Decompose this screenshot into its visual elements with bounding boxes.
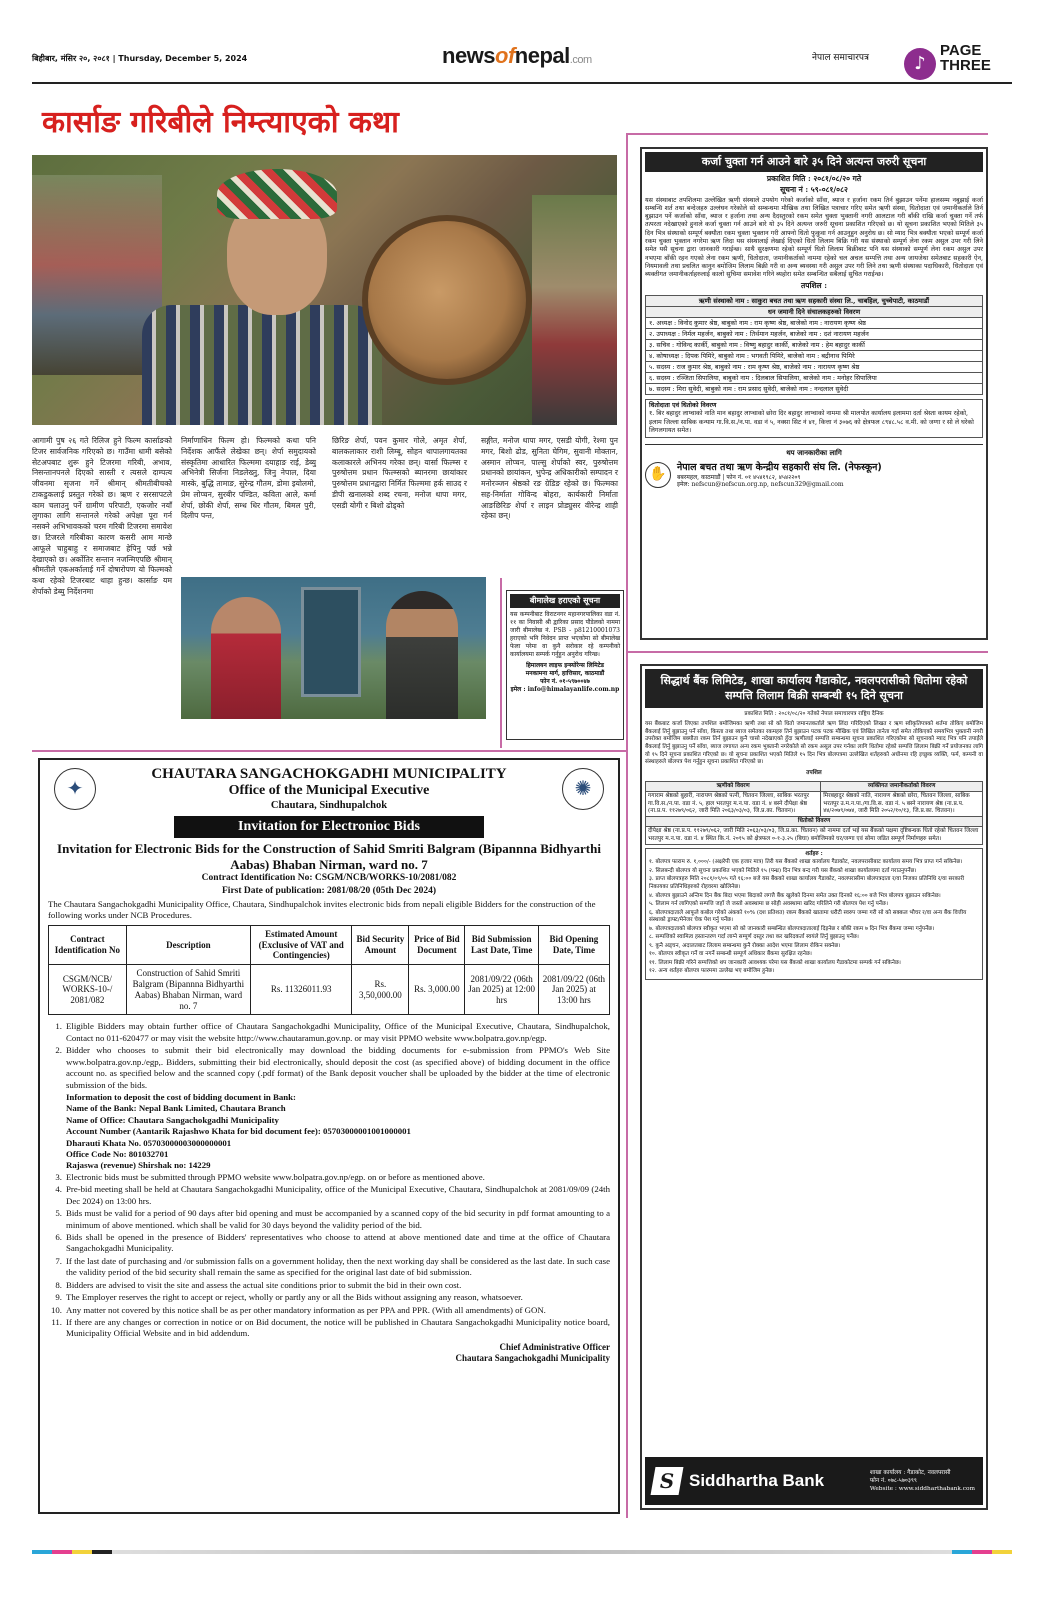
officer-row: १. अध्यक्ष : विनोद कुमार श्रेष्ठ, बाबुको नाम : राम कृष्ण श्रेष्ठ, बाजेको नाम : नारायण कृष्ण श्रेष्ठ <box>646 318 983 329</box>
borrower-head: ऋणीको विवरण <box>646 782 821 792</box>
bank-contact <box>870 1469 975 1493</box>
table-cell: Rs. 3,50,000.00 <box>352 965 409 1015</box>
table-cell: 2081/09/22 (06th Jan 2025) at 12:00 hrs <box>465 965 538 1015</box>
loan-notice-tapsil: तपशिल : <box>800 281 828 291</box>
signatory-title: Chief Administrative Officer <box>499 1341 610 1352</box>
article-col-1-text: आगामी पुष २६ गते रिलिज हुने फिल्म कार्साङको टिजर सार्वजनिक गरिएको छ। गाउँमा धामी बसेको सेटअपबाट शुरू हुने टिजरमा गरिबी, अभाव, निसन्तानपनले दिएको सास्ती र त्यसले दाम्पत्य जीवनमा सृजना गर्ने श्रीमान् श्रीमतीबीचको टाकडुकलाई प्रस्तुत गरेको छ। ऋण र सरसापटले काम चलाउनु पर्ने ग्रामीण परिपाटी, एकजोर नयाँ लुगाका लागि सन्तानले गरेको अपेक्षा पूरा गर्न नसक्ने अभिभावकको चरम गरिबी टिजरमा समावेश छ। टिजरले गरिबीका कारण कसरी आम मान्छे आफूले चाहुबाहु र समाजबाट हेपिनु पर्छ भन्ने देखाएको छ। अर्कोतिर सन्तान नजन्मिएपछि श्रीमान् श्रीमतीले एकअर्कालाई गर्ने दोषारोपण यो फिल्मको कथा रहेको टिजरबाट थाहा हुन्छ। कार्साङ यम शेर्पाको डेब्यु निर्देशनमा <box>32 436 172 596</box>
table-row <box>49 965 610 1015</box>
table-header-cell: Bid Submission Last Date, Time <box>465 925 538 964</box>
bid-contract-id: Contract Identification No: CSGM/NCB/WORKS-10/2081/082 <box>201 873 457 884</box>
photo-door <box>301 587 361 697</box>
page-label-2: THREE <box>940 57 991 74</box>
conditions-head: शर्तहरु : <box>805 850 823 857</box>
bank-info-line: Rajaswa (revenue) Shirshak no: 14229 <box>66 1160 211 1171</box>
condition-item: २. सिलबन्दी बोलपत्र यो सूचना प्रकाशित भएको मितिले १५ (पन्ध्र) दिन भित्र बन्द गरी यस बैंकको शाखा कार्यालयमा दर्ता गराउनुपर्नेछ। <box>649 867 917 874</box>
list-item <box>48 1280 610 1291</box>
contact-head: थप जानकारीका लागि <box>786 448 842 457</box>
lost-notice-divider <box>500 578 502 748</box>
bank-info-line: Information to deposit the cost of bidding document in Bank: <box>66 1091 296 1102</box>
bid-signature <box>48 1342 610 1365</box>
bid-conditions-list <box>48 1021 610 1339</box>
bank-info-line: Dharauti Khata No. 05703000003000000001 <box>66 1137 232 1148</box>
loan-notice-footer <box>645 444 983 489</box>
photo-performer-body <box>142 305 382 425</box>
collateral-head: धितोदाता एवं धितोको विवरण <box>649 402 717 410</box>
music-note-icon: ♪ <box>904 48 936 80</box>
org-name: नेपाल बचत तथा ऋण केन्द्रीय सहकारी संघ लि. (नेफस्कून) <box>677 461 882 473</box>
loan-officers-table <box>645 295 983 395</box>
lost-notice-title: बीमालेख हराएको सूचना <box>510 594 620 608</box>
bank-info-line: Name of Office: Chautara Sangachokgadhi Municipality <box>66 1114 279 1125</box>
table-header-cell: Bid Security Amount <box>352 925 409 964</box>
list-item <box>48 1045 610 1091</box>
article-col-3 <box>332 436 467 572</box>
item-text: Electronic bids must be submitted through PPMO website www.bolpatra.gov.np/egp. on or before as mentioned above. <box>66 1171 485 1182</box>
issue-date: बिहीबार, मंसिर २०, २०८१ | Thursday, December 5, 2024 <box>32 54 248 63</box>
condition-item: ७. बोलपत्रदाताको बोलपत्र स्वीकृत भएमा सो को जानकारी सम्बन्धित बोलपत्रदातालाई दिइनेछ र बाँकी रकम ७ दिन भित्र बैंकमा जम्मा गर्नुपर्नेछ। <box>649 925 935 932</box>
list-item <box>48 1305 610 1316</box>
table-cell: Rs. 3,000.00 <box>409 965 465 1015</box>
guarantor-detail: मिरबहादुर श्रेष्ठको नाति, नारायण श्रेष्ठको छोरा, चितवन जिल्ला, साबिक भरतपुर उ.म.न.पा./गा.वि.स. वडा नं. ५ बस्ने नारायण श्रेष्ठ (ना.प्र.प. ४४/२०७९/०७४, जारी मिति २०५२/१०/१३, जि.प्र.का. चितवन)। <box>821 792 983 817</box>
article-col-2 <box>181 436 316 572</box>
item-text: Bidders are advised to visit the site and assess the actual site conditions prior to submit the bid in their own cost. <box>66 1279 462 1290</box>
table-cell: Rs. 11326011.93 <box>251 965 352 1015</box>
table-cell: 2081/09/22 (06th Jan 2025) at 13:00 hrs <box>538 965 609 1015</box>
item-text: Bidder who chooses to submit their bid electronically may download the bidding documents for e-submission from PPMO's Web Site www.bolpatra.gov.np./egp,. Bidders, submitting their bid electronically, should deposit the cost (as specified above) of bidding document in the office account no. as specified below and the scanned copy (.pdf format) of the Bank deposit voucher shall be uploaded by the bidder at the time of electronic submission of the bids. <box>66 1045 610 1090</box>
logo-news: news <box>442 43 496 68</box>
logo-com: .com <box>569 54 592 66</box>
article-headline[interactable]: कार्साङ गरिबीले निम्त्याएको कथा <box>42 105 399 140</box>
column-divider <box>626 133 628 1518</box>
lost-notice-phone: फोन नं. ०१-५९७००४७ <box>540 677 590 685</box>
item-text: Any matter not covered by this notice shall be as per other mandatory information as per PPA and PPR. (With all amendments) of GON. <box>66 1304 546 1315</box>
article-col-1 <box>32 436 172 736</box>
bank-info-line: Account Number (Aantarik Rajashwo Khata for bid document fee): 05703000001001000001 <box>66 1126 411 1137</box>
org-email[interactable]: इमेल: nefscun@nefscun.org.np, nefscun329@gmail.com <box>677 481 844 489</box>
bank-name: Siddhartha Bank <box>689 1471 825 1491</box>
condition-item: १२. अन्य शर्तहरु बोलपत्र फारममा उल्लेख भए बमोजिम हुनेछ। <box>649 968 775 975</box>
lost-notice-body: यस कम्पनीबाट विराटनगर महानगरपालिका वडा नं. ११ का निवासी श्री द्वारिका प्रसाद पौडेलको नाममा जारी बीमालेख नं. PSB - p81210001073 हराएको भनि निवेदन प्राप्त भएकोमा सो बीमालेख फेला परेमा वा कुनै सरोकार रहे कम्पनीको कार्यालयमा सम्पर्क गर्नुहुन अनुरोध गरिन्छ। <box>510 611 620 659</box>
table-cell: CSGM/NCB/ WORKS-10-/ 2081/082 <box>49 965 127 1015</box>
officer-row: ६. सदस्य : रञ्जिता सिपालिया, बाबुको नाम : दिलबाल सिपालिया, बाजेको नाम : मनोहर सिपालिया <box>646 373 983 384</box>
bank-deposit-info <box>48 1092 610 1172</box>
item-text: Eligible Bidders may obtain further office of Chautara Sangachokgadhi Municipality, Office of the Municipal Executive, Chautara, Sindhupalchok, Contact no 011-620477 or may visit the website http://www.chautaramun.gov.np. or may visit PPMO website www.bolpatra.gov.np/egp. <box>66 1021 610 1043</box>
photo-woman <box>211 597 281 719</box>
nepal-emblem-icon: ✦ <box>54 768 96 810</box>
article-col-4 <box>481 436 618 576</box>
item-number: 1. <box>55 1021 62 1032</box>
table-header-cell: Contract Identification No <box>49 925 127 964</box>
table-header-cell: Estimated Amount (Exclusive of VAT and Contingencies) <box>251 925 352 964</box>
loan-notice <box>640 147 988 640</box>
guarantor-head: व्यक्तिगत जमानीकर्ताको विवरण <box>821 782 983 792</box>
notice-mid-rule <box>626 651 988 653</box>
table-header-cell: Price of Bid Document <box>409 925 465 964</box>
bank-phone: फोन नं. ०७८-५७०३९९ <box>869 1477 917 1484</box>
photo-crowd-right <box>532 195 617 425</box>
list-item <box>48 1184 610 1207</box>
condition-item: १. बोलपत्र फाराम रु. १,०००/- (अक्षरेपी एक हजार मात्र) तिरी यस बैंकको शाखा कार्यालय गैडाकोट, नवलपरासीबाट कार्यालय समय भित्र प्राप्त गर्न सकिनेछ। <box>649 859 963 866</box>
article-second-photo <box>181 577 486 719</box>
item-text: The Employer reserves the right to accept or reject, wholly or partly any or all the Bids without assigning any reason, whatsoever. <box>66 1292 523 1303</box>
loan-notice-title: कर्जा चुक्ता गर्न आउने बारे ३५ दिने अत्यन्त जरुरी सूचना <box>645 152 983 172</box>
municipality-emblem-icon: ✺ <box>562 768 604 810</box>
item-number: 5. <box>55 1208 62 1219</box>
item-number: 7. <box>55 1255 62 1266</box>
bid-top-rule <box>32 750 626 752</box>
auction-conditions <box>645 848 983 980</box>
item-number: 11. <box>51 1316 62 1327</box>
bid-intro: The Chautara Sangachokgadhi Municipality Office, Chautara, Sindhupalchok invites electronic bids from nepali eligible Bidders for the construction of the following works under NCB Procedures. <box>48 898 596 920</box>
photo-man <box>386 591 458 719</box>
org-address: बबरमहल, काठमाडौं | फोन नं. ०१ ४५४१९८२, ४५४२२०९ <box>677 473 801 481</box>
condition-item: ११. लिलाम बिक्री गरिने सम्पत्तिको थप जानकारी आवश्यक परेमा यस बैंकको शाखा कार्यालय गैडाकोटमा सम्पर्क गर्न सकिनेछ। <box>649 959 901 966</box>
lost-policy-notice <box>506 590 624 740</box>
header-rule <box>32 82 1012 84</box>
list-item <box>48 1256 610 1279</box>
item-number: 8. <box>55 1279 62 1290</box>
condition-item: ६. बोलपत्रदाताले आफूले कबोल गरेको अंकको १०% (दश प्रतिशत) रकम बैंकको खातामा धरौटी स्वरुप जम्मा गरी सो को सक्कल भौचर र/वा अन्य बैंक वित्तीय संस्थाको ड्राफ्ट/मेनेजर चेक पेश गर्नु पर्नेछ। <box>649 909 967 924</box>
site-logo[interactable] <box>442 42 592 70</box>
siddhartha-bank-footer <box>645 1457 983 1505</box>
logo-nepal: nepal <box>514 43 570 68</box>
borrower-guarantor-table <box>645 781 983 845</box>
condition-item: ४. बोलपत्र बुझाउने अन्तिम दिन बैंक बिदा भएमा बिदाको लगत्तै बैंक खुलेको दिनमा समेत उक्त दिनको १६:०० बजे भित्र बोलपत्र बुझाउन सकिनेछ। <box>649 892 941 899</box>
page-label-1: PAGE <box>940 42 982 59</box>
condition-item: ९. कुनै अड्चन, अदालतबाट लिलाम सम्बन्धमा कुनै रोक्का आदेश भएमा लिलाम रोकिन सक्नेछ। <box>649 942 841 949</box>
bid-org-name: CHAUTARA SANGACHOKGADHI MUNICIPALITY <box>151 766 507 782</box>
bank-collateral-head: धितोको विवरण <box>646 817 983 827</box>
officer-row: ७. सदस्य : मिरा सुवेदी, बाबुको नाम : राम प्रसाद सुवेदी, बाजेको नाम : नन्दलाल सुवेदी <box>646 384 983 395</box>
item-number: 4. <box>55 1184 62 1195</box>
item-text: Bids must be valid for a period of 90 days after bid opening and must be accompanied by a scanned copy of the bid security in pdf format amounting to a minimum of above mentioned. which shall be valid for 30 days beyond the validity period of the bid. <box>66 1208 610 1230</box>
siddhartha-logo-icon: S <box>651 1467 684 1495</box>
article-col-4-text: सङ्गीत, मनोज थापा मगर, एसडी योगी, रेश्मा पुन मगर, बिशो ढोड, सुनिता घेगिम, सुवानी मोक्तान, अस्मान लोप्चन, पाल्सु शेर्पाको स्वर, पुरुषोत्तम प्रधानको छायांकन, भुपेन्द्र अधिकारीको सम्पादन र मनोरञ्जन श्रेष्ठको रङ ग्रेडिङ रहेको छ। फिल्मका सह-निर्माता गोविन्द बोहरा, कार्यकारी निर्माता आङछिरिङ शेर्पा र लाइन प्रोड्युसर वीरेन्द्र शाही रहेका छन्। <box>481 436 618 521</box>
officer-row: ५. सदस्य : राज कुमार श्रेष्ठ, बाबुको नाम : राम कृष्ण श्रेष्ठ, बाजेको नाम : नारायण कृष्ण श्रेष्ठ <box>646 362 983 373</box>
lost-notice-company: हिमालयन लाइफ इन्स्योरेन्स लिमिटेड <box>526 661 604 669</box>
officer-row: २. उपाध्यक्ष : निर्मल महर्जन, बाबुको नाम : तिर्थमान महर्जन, बाजेको नाम : दशं नारायण महर्जन <box>646 329 983 340</box>
section-name: नेपाल समाचारपत्र <box>812 53 870 63</box>
item-text: Bids shall be opened in the presence of Bidders' representatives who choose to attend at above mentioned date and time at the office of Chautara Sangachokgadhi Municipality. <box>66 1231 610 1254</box>
condition-item: १०. बोलपत्र स्वीकृत गर्ने वा नगर्ने सम्बन्धी सम्पूर्ण अधिकार बैंकमा सुरक्षित रहनेछ। <box>649 951 812 958</box>
list-item <box>48 1292 610 1303</box>
bid-office-name: Office of the Municipal Executive <box>228 783 430 799</box>
bank-notice-date: प्रकाशित मिति : २०८१/०८/२० गतेको नेपाल समाचारपत्र राष्ट्रिय दैनिक <box>744 710 884 717</box>
bank-website[interactable]: Website : www.siddharthabank.com <box>869 1486 975 1493</box>
article-main-photo <box>32 155 617 425</box>
item-number: 10. <box>51 1304 62 1315</box>
org-block <box>645 462 983 489</box>
bank-branch: शाखा कार्यालय : गैडाकोट, नवलपरासी <box>869 1469 951 1476</box>
borrower-detail: गगाराम श्रेष्ठको बुहारी, नारायण श्रेष्ठको पत्नी, चितवन जिल्ला, साबिक भरतपुर गा.वि.स./न.पा. वडा नं. ५, हाल भरतपुर म.न.पा. वडा नं. ४ बस्ने दीपेक्षा श्रेष्ठ (ना.प्र.प. ११२७९/०६२, जारी मिति २०६३/०३/०३, जि.प्र.का. चितवन)। <box>646 792 821 817</box>
collateral-box <box>645 399 983 438</box>
page-label <box>940 43 991 73</box>
bank-notice-title: सिद्धार्थ बैंक लिमिटेड, शाखा कार्यालय गैडाकोट, नवलपरासीको धितोमा रहेको सम्पत्ति लिलाम बिक्री सम्बन्धी १५ दिने सूचना <box>645 669 983 708</box>
bid-invitation-notice <box>38 758 620 1514</box>
notice-top-rule <box>626 133 988 135</box>
table-header-cell: Description <box>126 925 250 964</box>
lost-notice-email[interactable]: इमेल : info@himalayanlife.com.np <box>510 685 620 693</box>
loan-notice-date: प्रकाशित मिति : २०८१/०८/२० गते <box>766 173 862 183</box>
officer-row: ४. कोषाध्यक्ष : दिपक पिमिरे, बाबुको नाम : भगवती पिमिरे, बाजेको नाम : बद्रीनाथ पिमिरे <box>646 351 983 362</box>
bank-info-line: Office Code No: 801032701 <box>66 1149 169 1160</box>
loan-notice-body: यस संस्थाबाट तपशिलमा उल्लेखित ऋणी संस्थाले उपयोग गरेको कर्जाको साँवा, ब्याज र हर्जाना रकम तिर्न बुझाउन पर्नेमा हालसम्म नबुझाई कर्जा सम्बन्धि शर्त तथा बन्देजहरु उल्लंघन गरेकोले सो सम्बन्धमा मौखिक तथा लिखित पत्राचार गरिए समेत ऋणी संस्था, धितोदाता एवं जमानीकर्ताले तिर्न बुझाउन पर्ने कर्जाको साँवा, ब्याज र हर्जाना तथा अन्य दैदस्तुरको रकम समेत चुक्ता भुक्तानी नगरी आलटाल गरी बाँकी राखि कर्जा चुक्ता गर्ने तर्फ तत्परता नदेखाएको हुनाले कर्जा चुक्ता गर्न आउने बारे यो ३५ दिने अत्यन्त जरुरी सूचना प्रकाशित गरिएको छ। यो सूचना प्रकाशित भएको मितिले ३५ दिन भित्र संस्थाको सम्पूर्ण बक्यौता रकम चुक्ता भुक्तान गरी आफ्नो धितो फुकुवा गर्न आउनुहुन अनुरोध छ। सो म्याद भित्र बक्यौता भएको सम्पूर्ण कर्जा रकम चुक्ता भुक्तान नगरेमा ऋण लिदा यस संस्थालाई लेखाई दिएको धितो लिलाम बिक्रि गरी यस संस्थाको सम्पूर्ण लेना रकम असुल उपर गरी लिने समेत यसै सूचना द्वारा जानकारी गराईन्छ। साथै सुरक्षणमा रहेको सम्पूर्ण धितो लिलाम बिक्रीबाट पनि यस संस्थाको सम्पूर्ण लेना रकम असुल उपर नभएमा बाँकी रहन गएको लेना रकम ऋणी, धितोदाता, जमानीकर्ताको नाममा रहेको चल अचल सम्पत्ति तथा अन्य जायजेथा समेतबाट सहकारी ऐन, नियमावली तथा प्रचलित कानुन बमोजिम लिलाम बिक्री गरी वा अन्य ब्यवस्था गरी असुल उपर गरी लिने तथा ऋणी संस्थाका पदाधिकारी, धितोदाता एवं ब्यक्तीगत जमानीकर्ताहरुलाई कालो सुचिमा समावेश गरिने ब्यहोरा समेत सम्बन्धित सबैलाई सुचित गराईन्छ। <box>645 196 983 279</box>
item-text: If the last date of purchasing and /or submission falls on a government holiday, then the next working day shall be considered as the last date. In such case the validity period of the bid security shall remain the same as specified for the original last date of bid submission. <box>66 1255 610 1278</box>
article-col-2-text: निर्माणाधिन फिल्म हो। फिल्मको कथा पनि निर्देशक आफैंले लेखेका छन्। शेर्पा समुदायको संस्कृतिमा आधारित फिल्ममा दयाहाङ राई, डेब्यु अभिनेत्री सिर्जना निडलेख्नु, जिनु नेपाल, दिया मास्के, बुद्धि तामाङ, सुरेन्द्र गौतम, डोमा इयोलमो, प्रेम लोप्चन, सुरबीर पण्डित, कविता आले, कर्मा शेर्पा, छोकी शेर्पा, सम्ध धिर गौतम, बिमल पुरी, दिलीप पन्त, <box>181 436 316 521</box>
bank-notice-tapsil: तपशिल <box>806 769 822 776</box>
list-item <box>48 1208 610 1231</box>
bid-invitation-bar: Invitation for Electronioc Bids <box>174 816 484 838</box>
table-cell: Construction of Sahid Smriti Balgram (Bipannna Bidhyarthi Aabas) Bhaban Nirman, ward no. 7 <box>126 965 250 1015</box>
article-col-3-text: छिरिङ शेर्पा, पवन कुमार गोले, अमृत शेर्पा, बालकलाकार राशी लिम्बू, सोहन थापालगायतका कलाकारले अभिनय गरेका छन्। यार्सा फिल्म्स र पुरुषोत्तम प्रधान फिल्म्सको ब्यानरमा छायांकार पुरुषोत्तम प्रधानद्वारा निर्मित फिल्ममा हर्क साउद र डीपी खनालको शब्द रचना, मनोज थापा मगर, एसडी योगी र बिशो ढोड्को <box>332 436 467 510</box>
list-item <box>48 1021 610 1044</box>
photo-drum <box>362 215 532 385</box>
officer-row: ३. सचिव : गोविन्द कार्की, बाबुको नाम : विष्णु बहादुर कार्की, बाजेको नाम : हेम बहादुर कार्की <box>646 340 983 351</box>
condition-item: ५. लिलाम गर्न लागिएको सम्पत्ति जहाँ जे जस्तो अवस्थामा छ सोही अवस्थामा खरिद गरिलिने गरी बोलपत्र पेश गर्नु पर्नेछ। <box>649 901 888 908</box>
logo-of: of <box>495 43 515 68</box>
bid-location: Chautara, Sindhupalchok <box>270 800 388 812</box>
list-item <box>48 1317 610 1340</box>
lost-notice-address: मनकामना मार्ग, हात्तिसार, काठमाडौं <box>525 669 605 677</box>
bank-info-line: Name of the Bank: Nepal Bank Limited, Chautara Branch <box>66 1103 286 1114</box>
bank-collateral-detail: दीपेक्षा श्रेष्ठ (ना.प्र.प. ११२७९/०६२, जारी मिति २०६३/०३/०३, जि.प्र.का. चितवन) को नाममा दर्ता भई यस बैंकको पक्षमा दृष्टिबन्धक धितो रहेको चितवन जिल्ला भरतपुर म.न.पा. वडा नं. ४ स्थित कि.नं. २०१५ को क्षेत्रफल ०-१-३.२५ (बिघा) बमोजिमको घर/जग्गा एवं सोमा जडित सम्पूर्ण निर्माणहरु समेत। <box>646 827 983 844</box>
condition-item: ३. प्राप्त बोलपत्रहरु मिति २०८१/०९/०५ गते १६:०० बजे यस बैंकको शाखा कार्यालय गैडाकोट, नवलपरासीमा बोलपत्रदाता र/वा निजका प्रतिनिधि र/वा सरकारी निकायका प्रतिनिधिहरुको रोहवरमा खोलिनेछ। <box>649 876 965 890</box>
bank-notice-body: यस बैंकबाट कर्जा लिएका तपशिल बमोजिमका ऋणी तथा सो को धितो जमानतकर्ताले ऋण लिंदा गरिदिएको लिखत र ऋण स्वीकृतिपत्रको शर्तमा तोकिए बमोजिम बैंकलाई तिर्नु बुझाउनु पर्ने साँवा, किस्ता तथा ब्याज समेतका रकमहरु तिर्न बुझाउन पटक पटक मौखिक एवं लिखित तानेता गर्दा समेत तोकिएको समयभित्र भुक्तानी नगरी उपरोक्त बमोजिम बक्यौता रकम तिर्न बुझाउन कुनै चासो नदेखाएको हुँदा ऋणीलाई सम्पत्ति सम्बन्धमा सूचना प्रकाशित गरिएकोमा सो सूचनाको म्याद भित्र पनि तपाईंले बैंकलाई तिर्नु बुझाउनु पर्ने साँवा, ब्याज लगायत अन्य रकम भुक्तानी नगरेकोले सो रकम असूल उपर गर्नका लागि धितोमा रहेको सम्पत्ति लिलाम बिक्री गर्ने प्रयोजनका लागि यो १५ दिने सूचना प्रकाशित गरिएको छ। यो सूचना प्रकाशित भएको मितिले १५ दिन भित्र बोलपत्रमा उल्लेखित शर्तहरुको अधीनमा रहि इच्छुक व्यक्ति, फर्म, कम्पनी वा संस्थाहरुले बोलपत्र पेश गर्नुहुन सूचना प्रकाशित गरिएको छ। <box>645 721 983 766</box>
item-number: 9. <box>55 1292 62 1303</box>
print-color-strip <box>32 1550 1012 1554</box>
bid-title: Invitation for Electronic Bids for the Construction of Sahid Smriti Balgram (Bipannna Bidhyarthi Aabas) Bhaban Nirman, ward no. 7 <box>57 840 601 872</box>
bid-pub-date: First Date of publication: 2081/08/20 (05th Dec 2024) <box>222 885 436 896</box>
item-number: 3. <box>55 1171 62 1182</box>
bank-auction-notice <box>640 664 988 1510</box>
item-text: Pre-bid meeting shall be held at Chautara Sangachokgadhi Municipality, office of the Municipal Executive, Chautara, Sindhupalchok at 2081/09/09 (24th Dec 2024) on 13:00 hrs. <box>66 1184 610 1206</box>
signatory-org: Chautara Sangachokgadhi Municipality <box>455 1353 610 1364</box>
condition-item: ८. सम्पत्तिको स्वामित्व हस्तान्तरण गर्दा लाग्ने सम्पूर्ण दस्तुर तथा कर खरिदकर्ता स्वयंले तिर्नु बुझाउनु पर्नेछ। <box>649 934 859 941</box>
officers-head: धन जमानी दिने संचालकहरुको विवरण <box>646 307 983 318</box>
loan-notice-number: सूचना नं : ५९-०८१/०८२ <box>780 185 848 195</box>
list-item <box>48 1232 610 1255</box>
item-number: 6. <box>55 1231 62 1242</box>
photo-performer-hat <box>217 169 337 219</box>
bid-details-table <box>48 925 610 1016</box>
list-item <box>48 1172 610 1183</box>
collateral-text: १. बिर बहादुर लाप्चाको नाति मान बहादुर लाप्चाको छोरा दिर बहादुर लाप्चाको नाममा श्री मालपोत कार्यालय इलाममा दर्ता श्रेस्ता कायम रहेको, इलाम जिल्ला साबिक कन्याम गा.वि.स./न.पा. वडा नं ५, नक्सा सिट नं ४१, कित्ता नं ३०७६ को क्षेत्रफल ८९४८.५८ व.मी. को जग्गा र सो ले घरेको लिगलगायत समेत। <box>649 410 974 434</box>
table-header-cell: Bid Opening Date, Time <box>538 925 609 964</box>
nefscun-logo-icon: ✋ <box>645 462 671 488</box>
item-number: 2. <box>55 1045 62 1056</box>
borrower-name: ऋणी संस्थाको नाम : साकुरा बचत तथा ऋण सहकारी संस्था लि., चाबहिल, चुच्चेपाटी, काठमाडौं <box>646 295 983 306</box>
item-text: If there are any changes or correction in notice or on Bid document, the notice will be published in Chautara Sangachokgadhi Municipality notice board, Municipality Official Website and in bid addendum. <box>66 1316 610 1339</box>
